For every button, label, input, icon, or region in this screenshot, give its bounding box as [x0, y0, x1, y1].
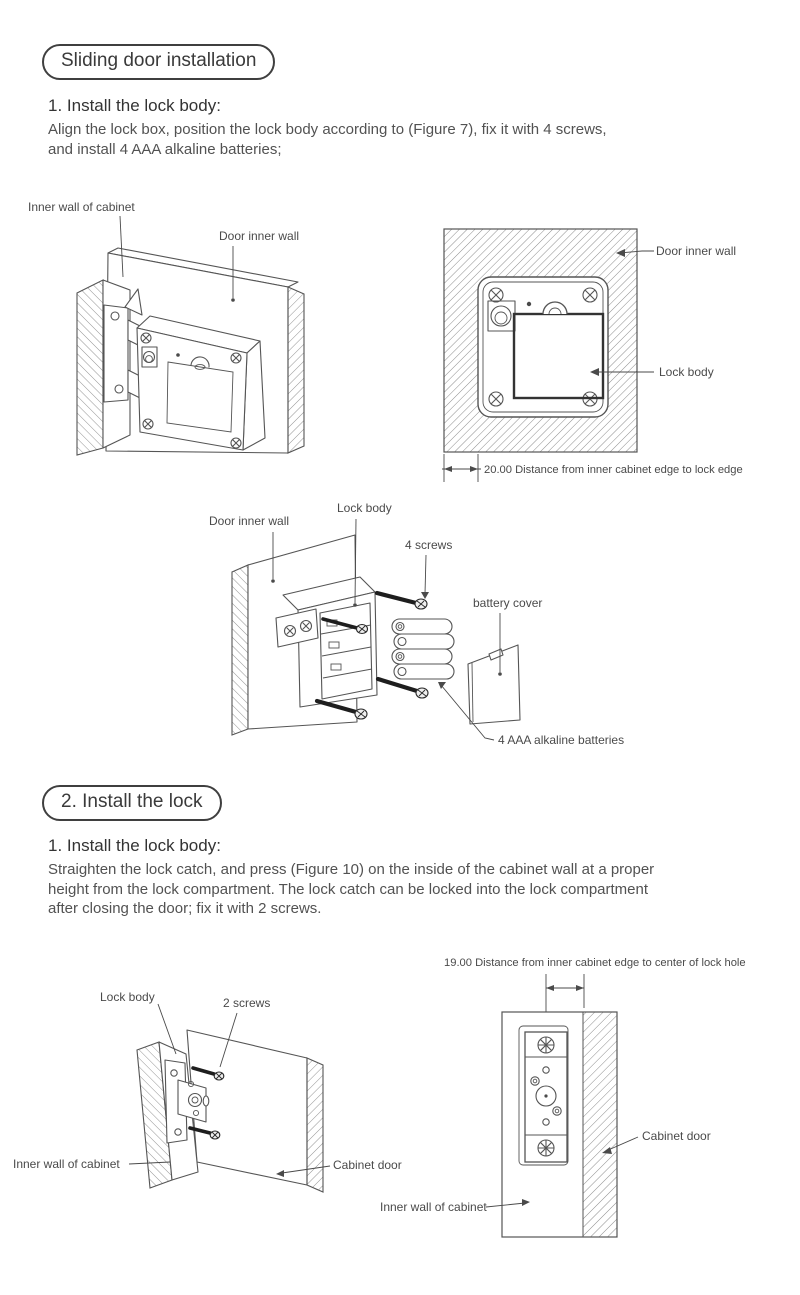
section1-line2: and install 4 AAA alkaline batteries; — [48, 140, 282, 158]
section2-title-pill — [42, 785, 222, 821]
section2-line3: after closing the door; fix it with 2 screws. — [48, 900, 322, 917]
battery — [394, 634, 454, 649]
cabinet-door-hatched — [583, 1012, 617, 1237]
figure-lock-isometric — [20, 195, 365, 495]
label-lock-body: Lock body — [337, 501, 392, 515]
label-inner-wall-of-cabinet: Inner wall of cabinet — [380, 1200, 487, 1214]
screw-top — [538, 1037, 554, 1053]
label-cabinet-door: Cabinet door — [642, 1129, 711, 1143]
figure-catch-front-view — [370, 948, 800, 1248]
battery-cover-part — [468, 645, 520, 724]
battery — [394, 664, 454, 679]
label-batteries: 4 AAA alkaline batteries — [498, 733, 625, 747]
label-inner-wall-of-cabinet: Inner wall of cabinet — [28, 200, 135, 214]
label-cabinet-door: Cabinet door — [333, 1158, 402, 1172]
lock-catch-drawing — [519, 1026, 568, 1165]
label-inner-wall-of-cabinet: Inner wall of cabinet — [13, 1157, 120, 1171]
batteries — [392, 619, 454, 679]
section1-line1: Align the lock box, position the lock body according to (Figure 7), fix it with 4 screws, — [48, 121, 607, 138]
battery — [392, 619, 452, 634]
dimension-text: 20.00 Distance from inner cabinet edge to lock edge — [484, 464, 743, 476]
label-lock-body: Lock body — [659, 365, 714, 379]
figure-exploded-view — [180, 492, 670, 777]
screw — [378, 679, 428, 698]
section1-title: Sliding door installation — [61, 50, 257, 71]
label-battery-cover: battery cover — [473, 596, 543, 610]
label-door-inner-wall: Door inner wall — [209, 514, 290, 528]
label-door-inner-wall: Door inner wall — [656, 244, 737, 258]
section2-title: 2. Install the lock — [61, 791, 203, 812]
label-door-inner-wall: Door inner wall — [219, 229, 300, 243]
led-dot — [527, 302, 531, 306]
label-2-screws: 2 screws — [223, 996, 271, 1010]
section1-step-heading: 1. Install the lock body: — [48, 96, 221, 115]
battery — [392, 649, 452, 664]
dimension-text: 19.00 Distance from inner cabinet edge to center of lock hole — [444, 957, 746, 969]
section2-step-heading: 1. Install the lock body: — [48, 836, 221, 855]
lock-body-drawing — [478, 277, 608, 417]
screw-bottom — [538, 1140, 554, 1156]
figure-lock-front-view — [440, 225, 800, 487]
screw — [377, 593, 427, 609]
section2-paragraph — [48, 860, 654, 919]
section2-line1: Straighten the lock catch, and press (Figure 10) on the inside of the cabinet wall at a proper — [48, 861, 655, 878]
dimension-20mm — [442, 454, 743, 482]
cabinet-door-panel — [187, 1030, 323, 1192]
section1-title-pill — [42, 44, 275, 80]
label-lock-body: Lock body — [100, 990, 155, 1004]
label-4-screws: 4 screws — [405, 538, 453, 552]
section1-paragraph — [48, 120, 607, 159]
led-dot — [176, 353, 180, 357]
section2-line2: height from the lock compartment. The lock catch can be locked into the lock compartment — [48, 880, 649, 898]
